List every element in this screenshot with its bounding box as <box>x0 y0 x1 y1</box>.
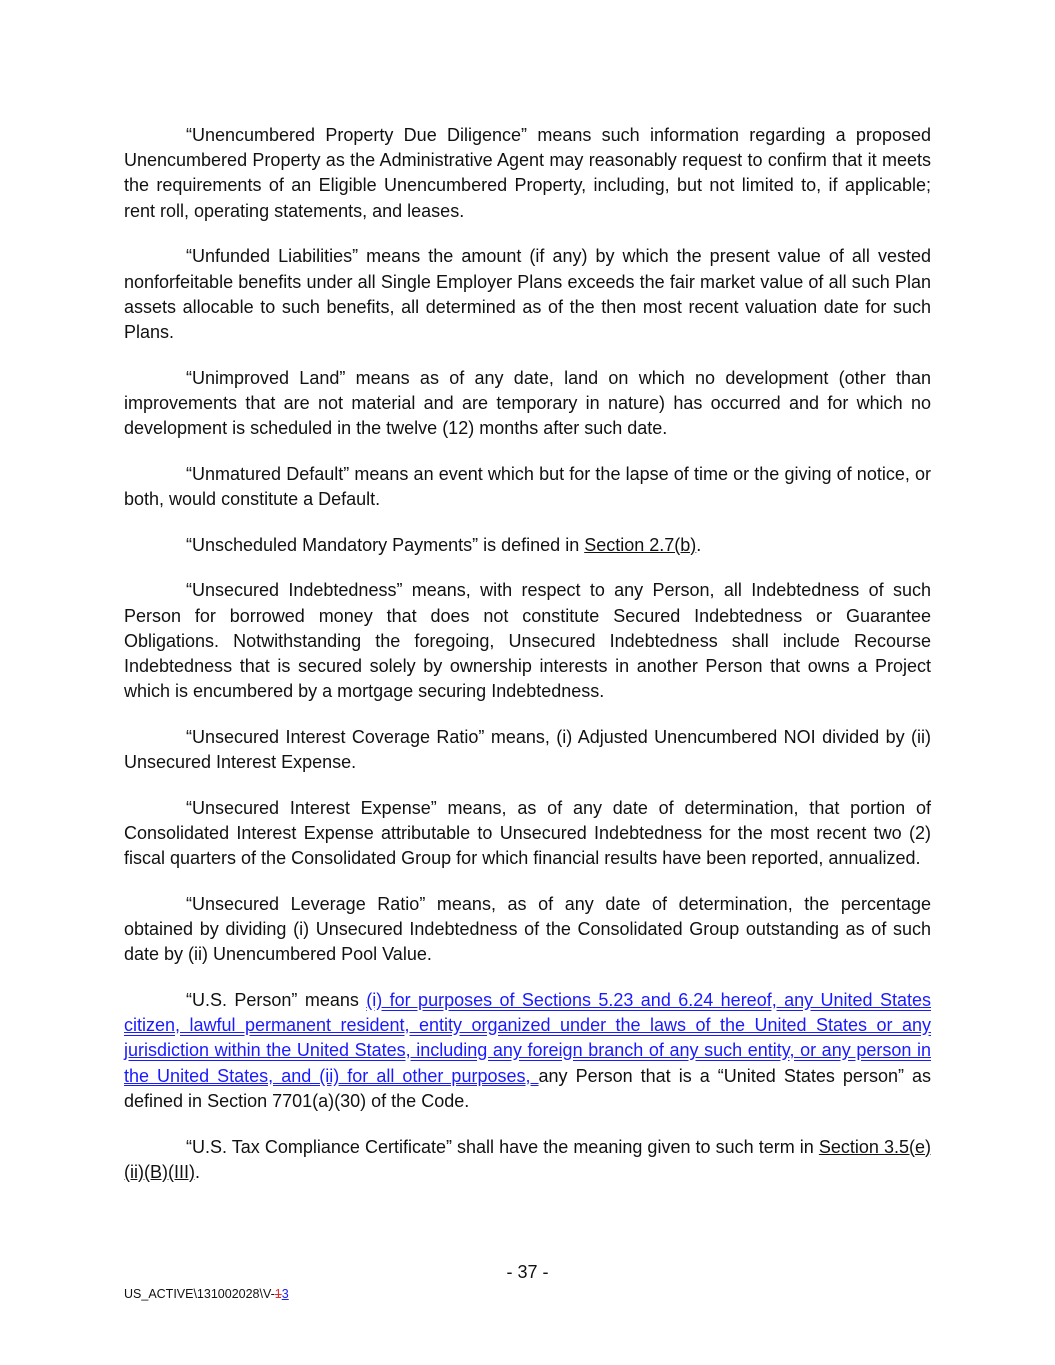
document-body <box>124 123 931 1205</box>
definition-unsecured-interest-coverage-ratio: “Unsecured Interest Coverage Ratio” means, (i) Adjusted Unencumbered NOI divided by (ii) Unsecured Interest Expense. <box>124 726 931 773</box>
inserted-version: 3 <box>281 1287 289 1301</box>
section-reference-link[interactable]: Section 3.5(e)(ii)(B)(III) <box>124 1136 931 1182</box>
definition-unencumbered-property-due-diligence: “Unencumbered Property Due Diligence” means such information regarding a proposed Unencumbered Property as the Administrative Agent may reasonably request to confirm that it meets the requirements of an Eligible Unencumbered Property, including, but not limited to, if applicable; rent roll, operating statements, and leases. <box>124 125 931 221</box>
document-footer-id <box>124 1287 289 1301</box>
definition-us-tax-compliance-certificate <box>124 1135 931 1185</box>
definition-unmatured-default: “Unmatured Default” means an event which but for the lapse of time or the giving of notice, or both, would constitute a Default. <box>124 463 931 509</box>
definition-unfunded-liabilities: “Unfunded Liabilities” means the amount (if any) by which the present value of all vested nonforfeitable benefits under all Single Employer Plans exceeds the fair market value of all such Plan assets allocable to such benefits, all determined as of the then most recent valuation date for such Plans. <box>124 246 931 342</box>
footer-doc-id: US_ACTIVE\131002028\V- <box>124 1287 275 1301</box>
definition-text: “Unscheduled Mandatory Payments” is defined in <box>186 534 585 555</box>
section-reference-link[interactable]: Section 2.7(b) <box>584 534 697 555</box>
definition-text: “U.S. Tax Compliance Certificate” shall have the meaning given to such term in <box>186 1136 819 1157</box>
definition-unsecured-interest-expense: “Unsecured Interest Expense” means, as of any date of determination, that portion of Consolidated Interest Expense attributable to Unsecured Indebtedness for the most recent two (2) fiscal quarters of the Consolidated Group for which financial results have been reported, annualized. <box>124 797 931 869</box>
page-number: - 37 - <box>506 1262 549 1282</box>
definition-text: “U.S. Person” means <box>186 989 367 1010</box>
definition-text: . <box>194 1161 200 1182</box>
definition-unscheduled-mandatory-payments <box>124 533 931 558</box>
definition-text: any Person that is a “United States person” as defined in Section 7701(a)(30) of the Code. <box>124 1065 932 1111</box>
inserted-text: (i) for purposes of Sections 5.23 and 6.24 hereof, any United States citizen, lawful permanent resident, entity organized under the laws of the United States or any jurisdiction within the United States, including any foreign branch of any such entity, or any person in the United States, and (ii) for all other purposes, <box>124 989 931 1086</box>
definition-text: . <box>696 534 702 555</box>
deleted-version: 1 <box>274 1287 282 1301</box>
definition-unsecured-indebtedness: “Unsecured Indebtedness” means, with respect to any Person, all Indebtedness of such Person for borrowed money that does not constitute Secured Indebtedness or Guarantee Obligations. Notwithstanding the foregoing, Unsecured Indebtedness shall include Recourse Indebtedness that is secured solely by ownership interests in another Person that owns a Project which is encumbered by a mortgage securing Indebtedness. <box>124 580 931 702</box>
definition-unsecured-leverage-ratio: “Unsecured Leverage Ratio” means, as of any date of determination, the percentage obtained by dividing (i) Unsecured Indebtedness of the Consolidated Group outstanding as of such date by (ii) Unencumbered Pool Value. <box>124 893 931 965</box>
definition-us-person <box>124 988 931 1114</box>
definition-unimproved-land: “Unimproved Land” means as of any date, land on which no development (other than improvements that are not material and are temporary in nature) has occurred and for which no development is scheduled in the twelve (12) months after such date. <box>124 367 931 439</box>
